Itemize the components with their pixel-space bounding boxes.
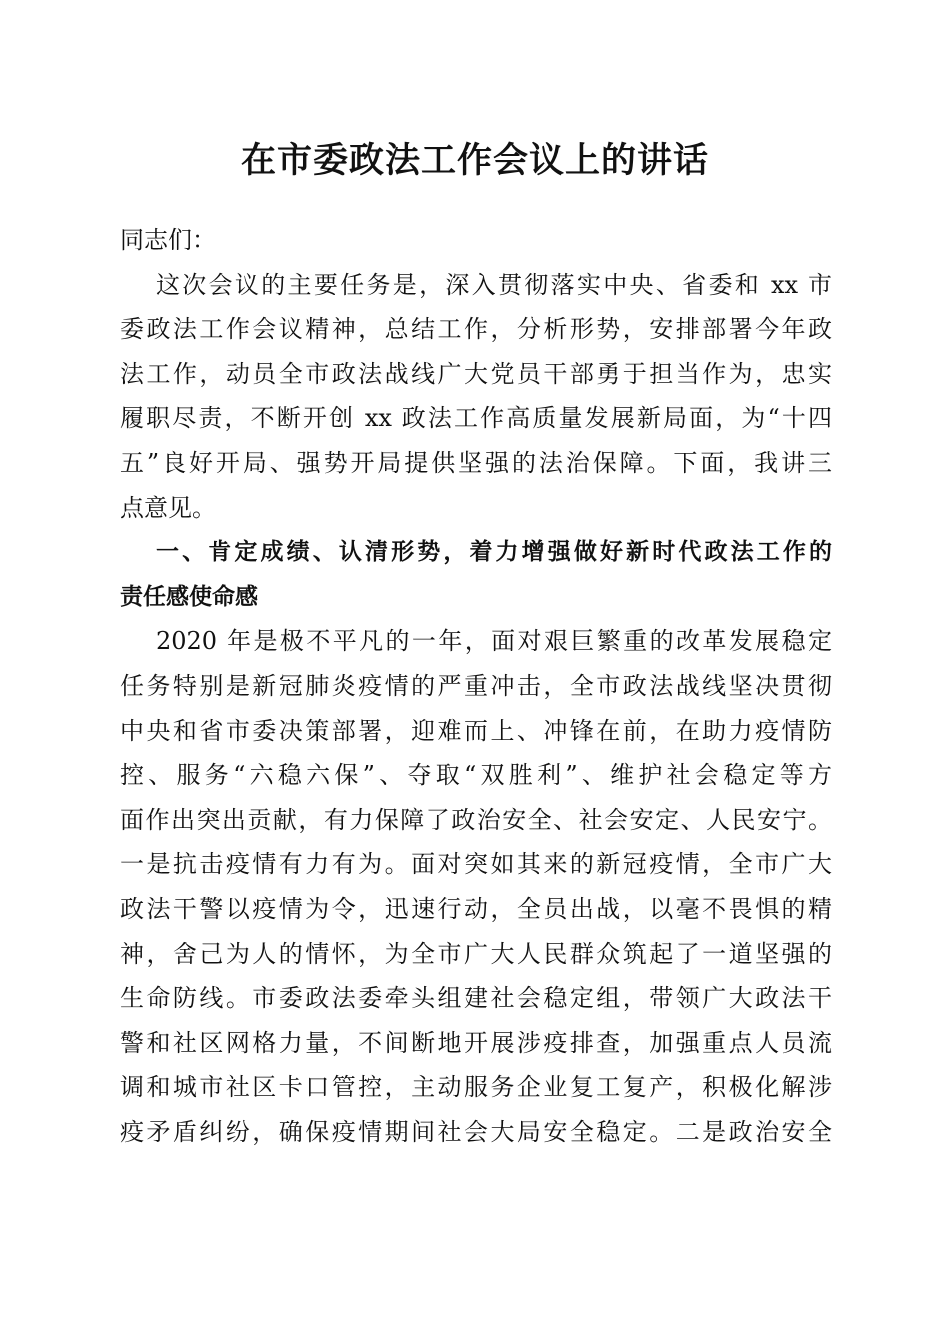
paragraph-1-line: 点意见。 (120, 493, 216, 522)
paragraph-1-line: 法工作，动员全市政法战线广大党员干部勇于担当作为，忠实 (120, 359, 832, 388)
paragraph-1-line: 这次会议的主要任务是，深入贯彻落实中央、省委和 xx 市 (156, 270, 832, 299)
paragraph-1-line: 委政法工作会议精神，总结工作，分析形势，安排部署今年政 (120, 315, 832, 344)
paragraph-1-line: 履职尽责，不断开创 xx 政法工作高质量发展新局面，为“十四 (120, 404, 832, 433)
paragraph-2-line: 生命防线。市委政法委牵头组建社会稳定组，带领广大政法干 (120, 984, 832, 1013)
paragraph-2-line: 疫矛盾纠纷，确保疫情期间社会大局安全稳定。二是政治安全 (120, 1117, 832, 1146)
paragraph-2-line: 面作出突出贡献，有力保障了政治安全、社会安定、人民安宁。 (120, 805, 832, 834)
paragraph-2-line: 警和社区网格力量，不间断地开展涉疫排查，加强重点人员流 (120, 1028, 832, 1057)
paragraph-2-line: 中央和省市委决策部署，迎难而上、冲锋在前，在助力疫情防 (120, 716, 832, 745)
paragraph-1-line: 五”良好开局、强势开局提供坚强的法治保障。下面，我讲三 (120, 448, 832, 477)
paragraph-2-line: 神，舍己为人的情怀，为全市广大人民群众筑起了一道坚强的 (120, 939, 832, 968)
document-title: 在市委政法工作会议上的讲话 (240, 140, 709, 181)
section-heading-line: 一、肯定成绩、认清形势，着力增强做好新时代政法工作的 (156, 539, 832, 566)
paragraph-2-line: 2020 年是极不平凡的一年，面对艰巨繁重的改革发展稳定 (156, 627, 832, 656)
section-heading-line: 责任感使命感 (120, 583, 258, 610)
salutation: 同志们： (120, 226, 216, 254)
paragraph-2-line: 一是抗击疫情有力有为。面对突如其来的新冠疫情，全市广大 (120, 850, 832, 879)
paragraph-2-line: 控、服务“六稳六保”、夺取“双胜利”、维护社会稳定等方 (120, 761, 832, 790)
document-body (120, 226, 832, 1154)
paragraph-2-line: 任务特别是新冠肺炎疫情的严重冲击，全市政法战线坚决贯彻 (120, 671, 832, 700)
paragraph-2-line: 政法干警以疫情为令，迅速行动，全员出战，以毫不畏惧的精 (120, 894, 832, 923)
paragraph-2-line: 调和城市社区卡口管控，主动服务企业复工复产，积极化解涉 (120, 1073, 832, 1102)
